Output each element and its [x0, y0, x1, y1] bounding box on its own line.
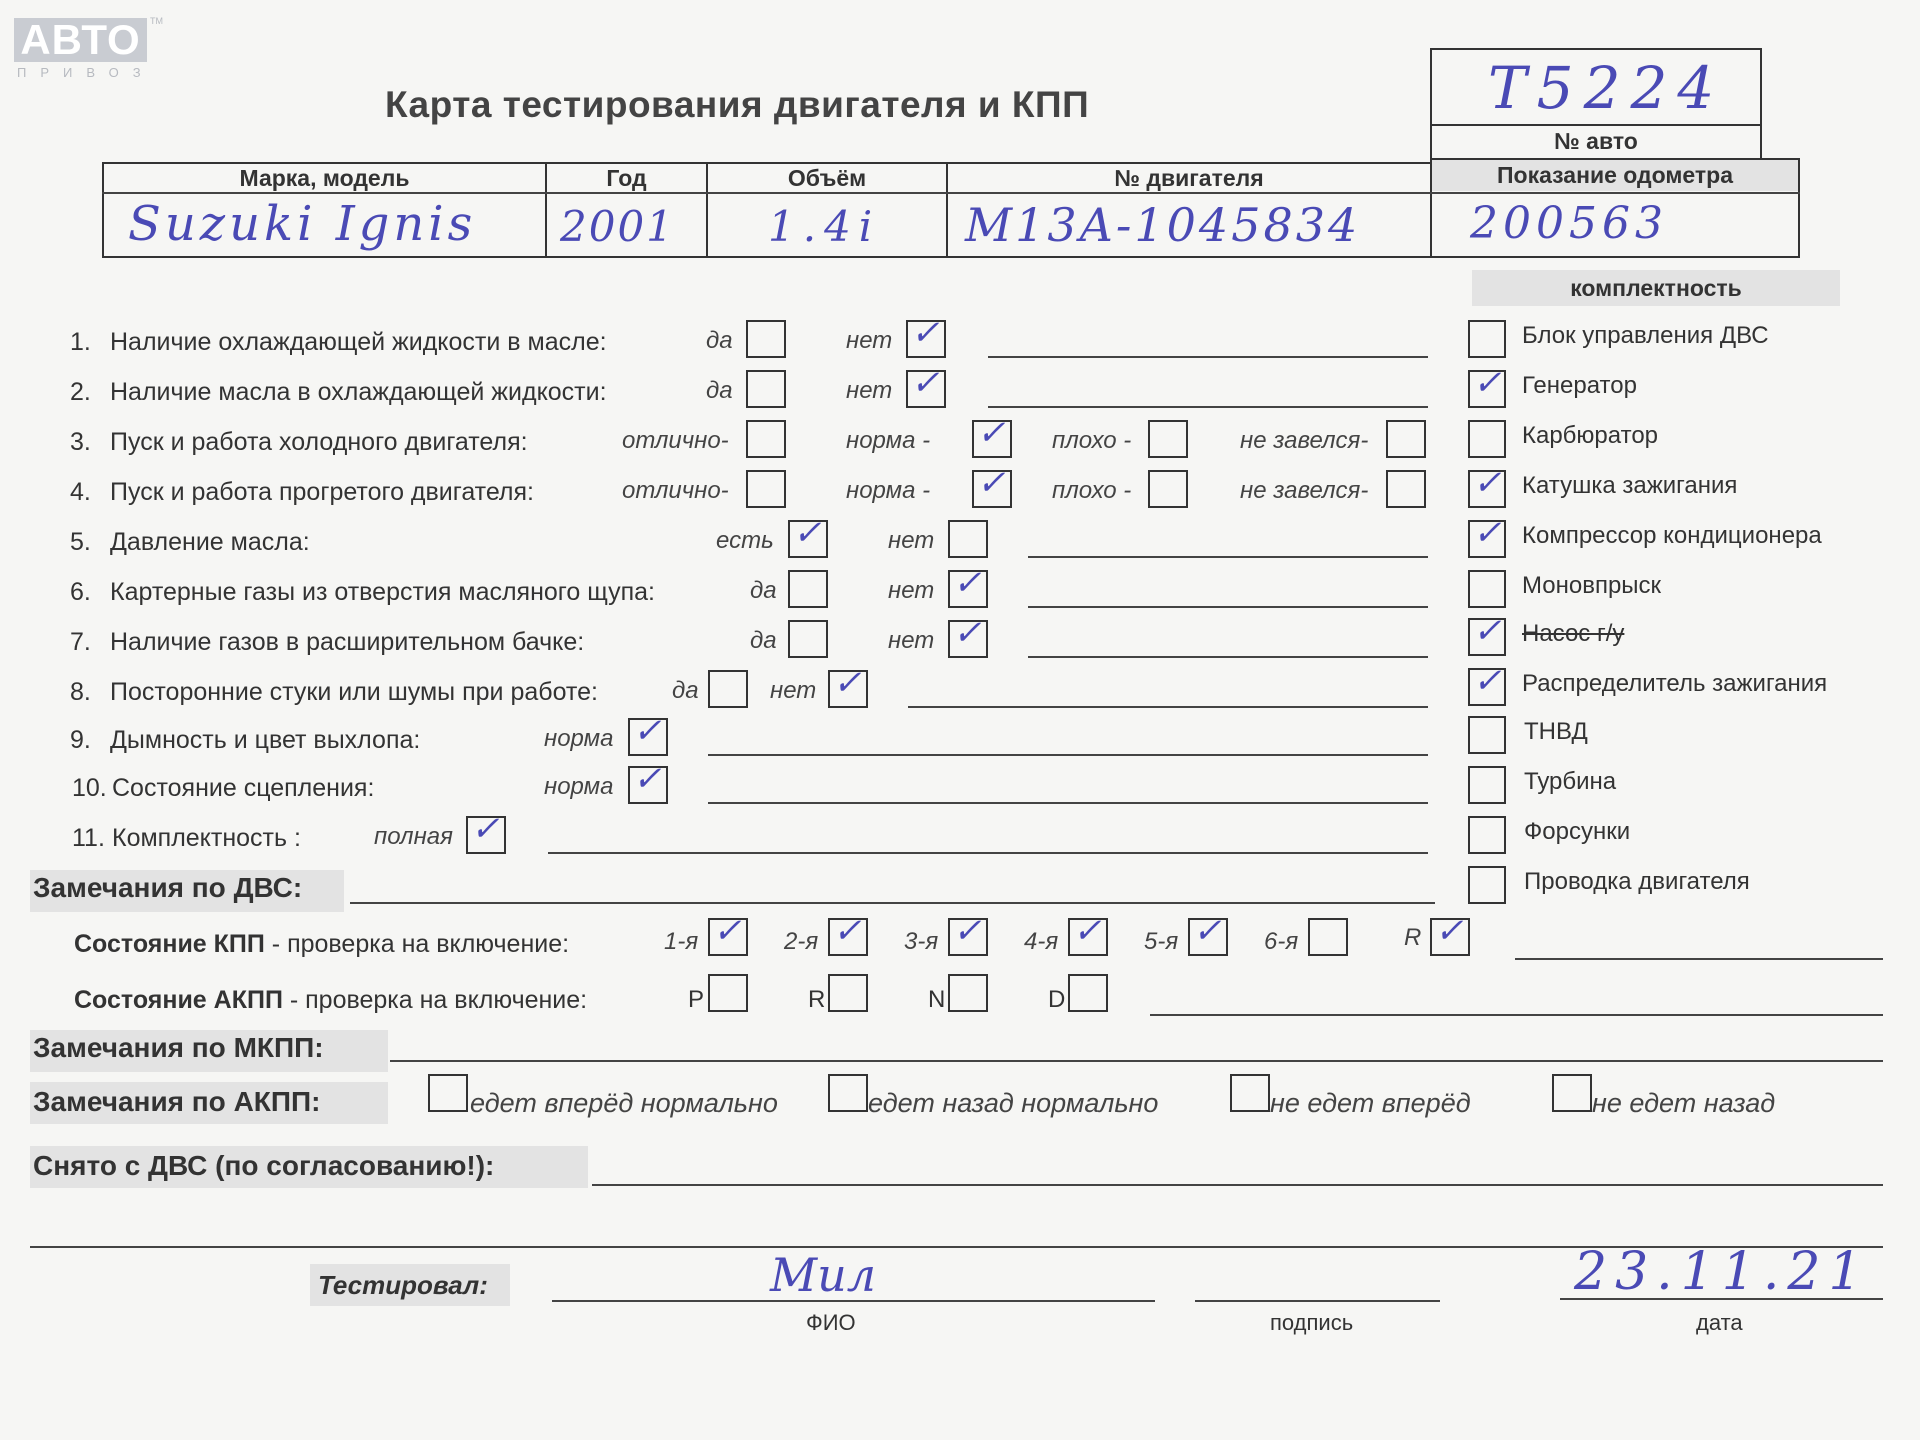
- test-option-checkbox[interactable]: [906, 313, 946, 358]
- test-option-label: плохо -: [1052, 427, 1132, 454]
- test-number: 6.: [70, 578, 91, 606]
- test-label: Наличие охлаждающей жидкости в масле:: [110, 328, 607, 356]
- test-notes-line[interactable]: [988, 406, 1428, 408]
- test-option-label: да: [672, 677, 699, 704]
- test-option-checkbox[interactable]: [788, 570, 828, 608]
- test-option-checkbox[interactable]: [972, 463, 1012, 508]
- engine-remarks-line[interactable]: [350, 902, 1435, 904]
- removed-line[interactable]: [592, 1184, 1883, 1186]
- engine-remarks-label: Замечания по ДВС:: [33, 872, 303, 903]
- logo-main: АВТО: [14, 18, 147, 62]
- completeness-checkbox[interactable]: [1468, 816, 1506, 854]
- completeness-label: Проводка двигателя: [1524, 868, 1750, 895]
- test-number: 9.: [70, 726, 91, 754]
- test-notes-line[interactable]: [548, 852, 1428, 854]
- test-option-label: нет: [846, 377, 893, 404]
- test-option-checkbox[interactable]: [948, 520, 988, 558]
- checkmark-icon: ✓: [471, 809, 500, 849]
- test-label: Наличие масла в охлаждающей жидкости:: [110, 378, 607, 406]
- completeness-label: Компрессор кондиционера: [1522, 522, 1822, 549]
- test-notes-line[interactable]: [908, 706, 1428, 708]
- test-notes-line[interactable]: [988, 356, 1428, 358]
- test-option-checkbox[interactable]: [1386, 420, 1426, 458]
- test-option-label: норма -: [846, 427, 931, 454]
- completeness-label: Моновпрыск: [1522, 572, 1662, 599]
- date-value: 23.11.21: [1574, 1242, 1870, 1302]
- test-label: Состояние сцепления:: [112, 774, 375, 802]
- gear-checkbox[interactable]: [1430, 911, 1470, 956]
- tester-name: Мил: [770, 1248, 877, 1302]
- test-option-label: да: [750, 627, 777, 654]
- brand-logo: [14, 16, 163, 80]
- test-number: 4.: [70, 478, 91, 506]
- test-option-label: не завелся-: [1240, 477, 1369, 504]
- removed-label: Снято с ДВС (по согласованию!):: [33, 1150, 495, 1181]
- completeness-checkbox[interactable]: [1468, 766, 1506, 804]
- engine-value: M13A-1045834: [965, 198, 1361, 252]
- akpp-line[interactable]: [1150, 1014, 1883, 1016]
- akpp-remark-checkbox[interactable]: [1230, 1074, 1270, 1112]
- checkmark-icon: ✓: [911, 313, 940, 353]
- akpp-mode-checkbox[interactable]: [708, 974, 748, 1012]
- completeness-checkbox[interactable]: [1468, 463, 1506, 508]
- test-option-label: есть: [716, 527, 774, 554]
- test-number: 11.: [72, 824, 105, 852]
- test-option-checkbox[interactable]: [948, 563, 988, 608]
- test-number: 10.: [72, 774, 107, 802]
- kpp-label: [74, 930, 569, 959]
- gear-checkbox[interactable]: [708, 911, 748, 956]
- tested-label: Тестировал:: [318, 1270, 488, 1300]
- test-label: Наличие газов в расширительном бачке:: [110, 628, 585, 656]
- kpp-label-rest: - проверка на включение:: [264, 930, 570, 958]
- completeness-checkbox[interactable]: [1468, 420, 1506, 458]
- checkmark-icon: ✓: [1473, 661, 1502, 701]
- odometer-value: 200563: [1470, 198, 1668, 249]
- test-option-label: да: [750, 577, 777, 604]
- checkmark-icon: ✓: [633, 711, 662, 751]
- checkmark-icon: ✓: [1473, 463, 1502, 503]
- test-option-label: норма: [544, 773, 614, 800]
- test-option-checkbox[interactable]: [746, 470, 786, 508]
- gear-label: 6-я: [1264, 928, 1299, 955]
- akpp-mode-checkbox[interactable]: [828, 974, 868, 1012]
- completeness-checkbox[interactable]: [1468, 570, 1506, 608]
- test-number: 1.: [70, 328, 91, 356]
- logo-tm: TM: [150, 16, 163, 26]
- akpp-mode-label: R: [808, 986, 826, 1013]
- volume-value: 1.4i: [768, 202, 881, 251]
- logo-sub: ПРИВОЗ: [17, 65, 155, 80]
- test-option-label: не завелся-: [1240, 427, 1369, 454]
- completeness-title: комплектность: [1570, 275, 1742, 301]
- completeness-checkbox[interactable]: [1468, 611, 1506, 656]
- test-option-label: нет: [846, 327, 893, 354]
- test-option-checkbox[interactable]: [466, 809, 506, 854]
- gear-label: 5-я: [1144, 928, 1179, 955]
- mkpp-remarks-label: Замечания по МКПП:: [33, 1032, 324, 1063]
- test-notes-line[interactable]: [708, 802, 1428, 804]
- gear-label: 3-я: [904, 928, 939, 955]
- test-label: Пуск и работа холодного двигателя:: [110, 428, 528, 456]
- completeness-label: Блок управления ДВС: [1522, 322, 1769, 349]
- test-notes-line[interactable]: [1028, 656, 1428, 658]
- completeness-label: Распределитель зажигания: [1522, 670, 1828, 697]
- checkmark-icon: ✓: [1193, 911, 1222, 951]
- test-option-checkbox[interactable]: [972, 413, 1012, 458]
- completeness-label: Генератор: [1522, 372, 1637, 399]
- checkmark-icon: ✓: [911, 363, 940, 403]
- completeness-label: Насос г/у: [1522, 620, 1625, 647]
- test-notes-line[interactable]: [708, 754, 1428, 756]
- sign-line[interactable]: [1195, 1300, 1440, 1302]
- completeness-label: Карбюратор: [1522, 422, 1659, 449]
- form-title: Карта тестирования двигателя и КПП: [385, 84, 1090, 125]
- kpp-line[interactable]: [1515, 958, 1883, 960]
- test-option-label: нет: [888, 527, 935, 554]
- checkmark-icon: ✓: [1073, 911, 1102, 951]
- test-notes-line[interactable]: [1028, 556, 1428, 558]
- test-option-checkbox[interactable]: [906, 363, 946, 408]
- date-caption: дата: [1696, 1310, 1743, 1335]
- akpp-mode-label: D: [1048, 986, 1066, 1013]
- completeness-label: Форсунки: [1524, 818, 1631, 845]
- completeness-checkbox[interactable]: [1468, 363, 1506, 408]
- gear-label: R: [1404, 924, 1422, 951]
- test-number: 3.: [70, 428, 91, 456]
- akpp-label: [74, 986, 587, 1015]
- test-notes-line[interactable]: [1028, 606, 1428, 608]
- akpp-label-bold: Состояние АКПП: [74, 986, 283, 1014]
- auto-number-label: № авто: [1554, 128, 1638, 154]
- engine-label: № двигателя: [1114, 165, 1264, 191]
- mkpp-remarks-line[interactable]: [390, 1060, 1883, 1062]
- test-number: 5.: [70, 528, 91, 556]
- checkmark-icon: ✓: [793, 513, 822, 553]
- completeness-checkbox[interactable]: [1468, 716, 1506, 754]
- checkmark-icon: ✓: [1473, 513, 1502, 553]
- akpp-mode-checkbox[interactable]: [948, 974, 988, 1012]
- gear-checkbox[interactable]: [948, 911, 988, 956]
- completeness-checkbox[interactable]: [1468, 866, 1506, 904]
- test-label: Комплектность :: [112, 824, 301, 852]
- completeness-label: Турбина: [1524, 768, 1617, 795]
- make-label: Марка, модель: [239, 165, 410, 191]
- test-option-label: отлично-: [622, 477, 729, 504]
- name-caption: ФИО: [806, 1310, 856, 1335]
- test-option-checkbox[interactable]: [708, 670, 748, 708]
- gear-label: 1-я: [664, 928, 699, 955]
- checkmark-icon: ✓: [713, 911, 742, 951]
- gear-label: 4-я: [1024, 928, 1059, 955]
- checkmark-icon: ✓: [633, 759, 662, 799]
- header-divider: [102, 192, 1800, 194]
- akpp-mode-label: P: [688, 986, 705, 1013]
- checkmark-icon: ✓: [953, 911, 982, 951]
- test-option-label: нет: [770, 677, 817, 704]
- test-number: 8.: [70, 678, 91, 706]
- test-option-label: да: [706, 377, 733, 404]
- akpp-mode-checkbox[interactable]: [1068, 974, 1108, 1012]
- auto-number-value: T5224: [1488, 54, 1725, 122]
- test-option-checkbox[interactable]: [948, 613, 988, 658]
- make-value: Suzuki Ignis: [128, 196, 477, 252]
- akpp-remark-label: едет вперёд нормально: [470, 1088, 778, 1118]
- akpp-label-rest: - проверка на включение:: [282, 986, 588, 1014]
- test-label: Картерные газы из отверстия масляного щупа:: [110, 578, 655, 606]
- checkmark-icon: ✓: [1435, 911, 1464, 951]
- year-value: 2001: [560, 202, 675, 251]
- test-option-checkbox[interactable]: [1148, 470, 1188, 508]
- test-label: Посторонние стуки или шумы при работе:: [110, 678, 598, 706]
- odometer-label: Показание одометра: [1497, 162, 1733, 188]
- kpp-label-bold: Состояние КПП: [74, 930, 265, 958]
- test-label: Давление масла:: [110, 528, 310, 556]
- checkmark-icon: ✓: [977, 463, 1006, 503]
- akpp-remark-checkbox[interactable]: [828, 1074, 868, 1112]
- test-option-label: нет: [888, 627, 935, 654]
- akpp-mode-label: N: [928, 986, 946, 1013]
- test-option-label: норма: [544, 725, 614, 752]
- akpp-remark-checkbox[interactable]: [1552, 1074, 1592, 1112]
- test-option-checkbox[interactable]: [746, 420, 786, 458]
- test-option-checkbox[interactable]: [788, 620, 828, 658]
- checkmark-icon: ✓: [953, 563, 982, 603]
- akpp-remark-label: едет назад нормально: [868, 1088, 1159, 1118]
- test-option-label: полная: [374, 823, 453, 850]
- gear-label: 2-я: [784, 928, 819, 955]
- test-option-label: отлично-: [622, 427, 729, 454]
- completeness-label: ТНВД: [1524, 718, 1588, 745]
- test-option-label: плохо -: [1052, 477, 1132, 504]
- test-option-checkbox[interactable]: [1148, 420, 1188, 458]
- gear-checkbox[interactable]: [1188, 911, 1228, 956]
- test-option-checkbox[interactable]: [788, 513, 828, 558]
- test-option-checkbox[interactable]: [828, 663, 868, 708]
- test-label: Дымность и цвет выхлопа:: [110, 726, 421, 754]
- test-option-label: да: [706, 327, 733, 354]
- gear-checkbox[interactable]: [1068, 911, 1108, 956]
- akpp-remark-checkbox[interactable]: [428, 1074, 468, 1112]
- checkmark-icon: ✓: [833, 911, 862, 951]
- test-option-checkbox[interactable]: [628, 711, 668, 756]
- test-option-label: норма -: [846, 477, 931, 504]
- test-option-checkbox[interactable]: [628, 759, 668, 804]
- checkmark-icon: ✓: [977, 413, 1006, 453]
- test-option-checkbox[interactable]: [746, 320, 786, 358]
- completeness-checkbox[interactable]: [1468, 513, 1506, 558]
- akpp-remark-label: не едет вперёд: [1270, 1088, 1471, 1118]
- test-label: Пуск и работа прогретого двигателя:: [110, 478, 534, 506]
- volume-label: Объём: [787, 165, 867, 191]
- akpp-remarks-label: Замечания по АКПП:: [33, 1086, 321, 1117]
- akpp-remark-label: не едет назад: [1592, 1088, 1776, 1118]
- completeness-checkbox[interactable]: [1468, 320, 1506, 358]
- gear-checkbox[interactable]: [1308, 918, 1348, 956]
- gear-checkbox[interactable]: [828, 911, 868, 956]
- sign-caption: подпись: [1270, 1310, 1354, 1335]
- test-number: 2.: [70, 378, 91, 406]
- test-option-checkbox[interactable]: [746, 370, 786, 408]
- completeness-checkbox[interactable]: [1468, 661, 1506, 706]
- completeness-label: Катушка зажигания: [1522, 472, 1738, 499]
- checkmark-icon: ✓: [1473, 611, 1502, 651]
- test-option-checkbox[interactable]: [1386, 470, 1426, 508]
- year-label: Год: [606, 165, 647, 191]
- checkmark-icon: ✓: [833, 663, 862, 703]
- checkmark-icon: ✓: [953, 613, 982, 653]
- test-option-label: нет: [888, 577, 935, 604]
- checkmark-icon: ✓: [1473, 363, 1502, 403]
- test-number: 7.: [70, 628, 91, 656]
